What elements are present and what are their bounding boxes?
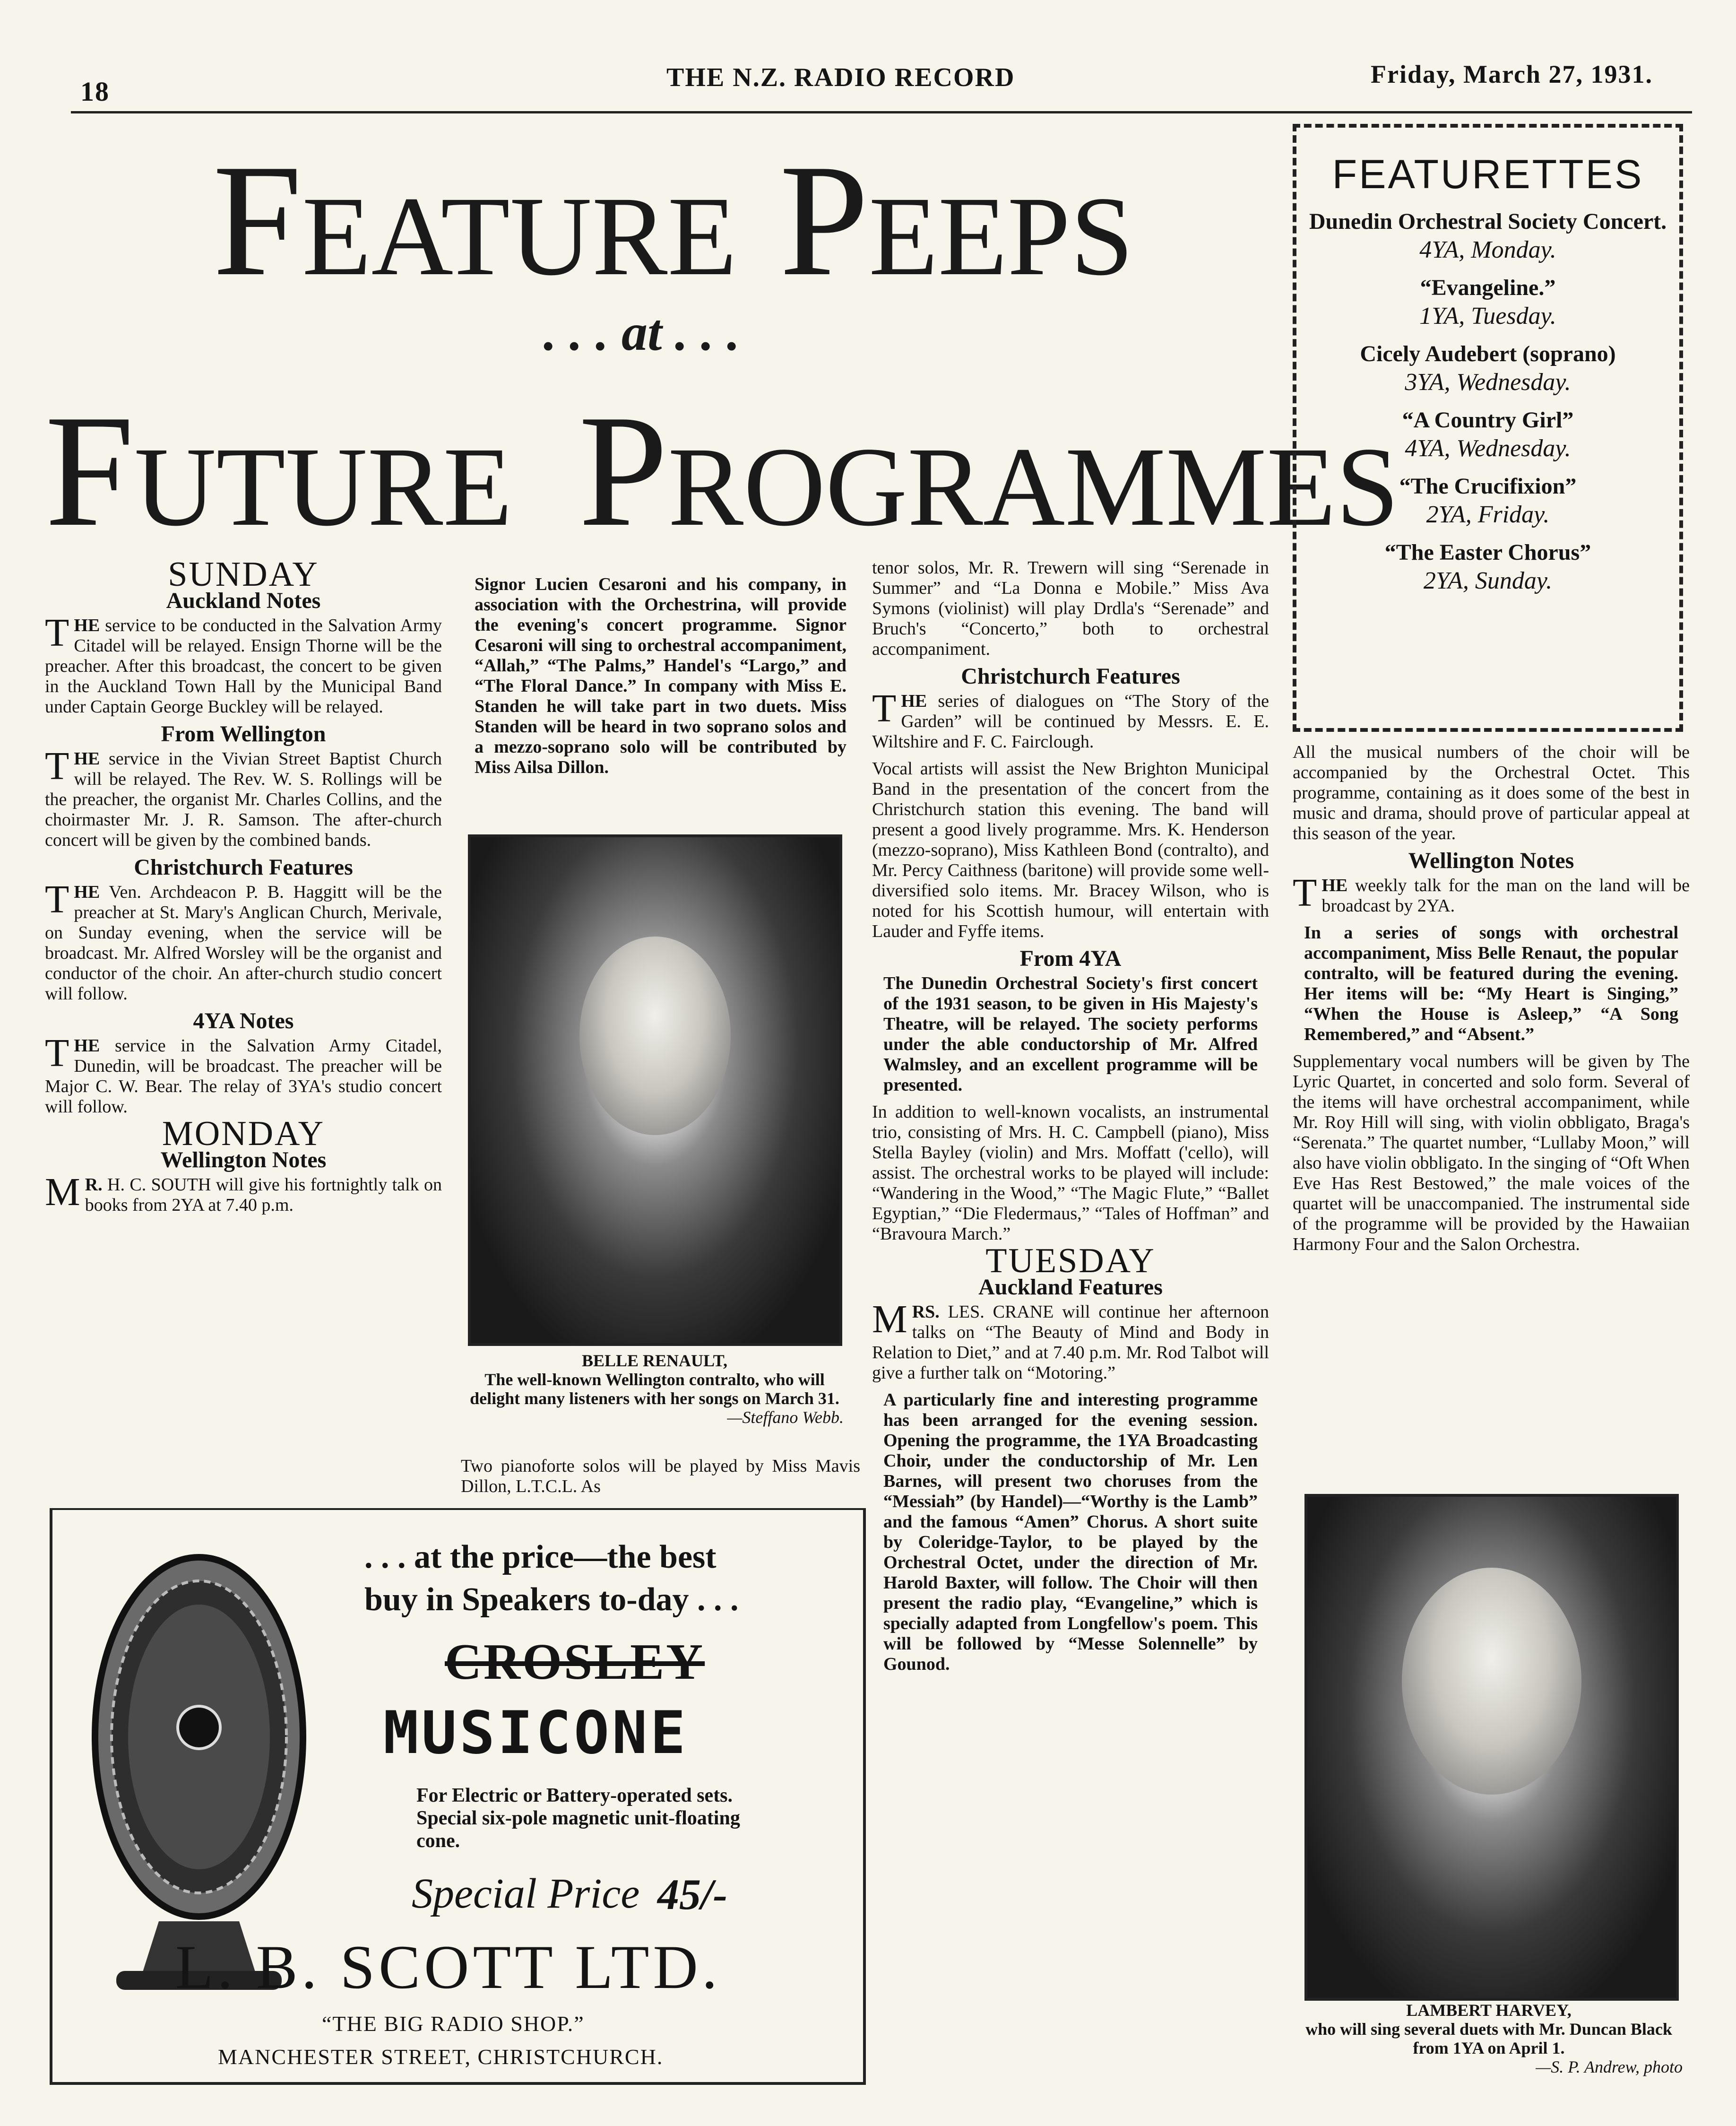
caption-name: BELLE RENAULT, <box>581 1351 728 1370</box>
section-heading: Christchurch Features <box>134 855 353 880</box>
featurettes-title: FEATURETTES <box>1332 152 1644 197</box>
article-paragraph: In addition to well-known vocalists, an instrumental trio, consisting of Mrs. H. C. Campbell (piano), Miss Stella Bayley (violin) and Mrs. Moffatt ('cello), will assist. The orchestral works to be played will include: “Wandering in the Wood,” “The Magic Flute,” “Ballet Egyptian,” “Die Fledermaus,” “Tales of Hoffman” and “Bravoura March.” <box>872 1102 1269 1244</box>
featurettes-box <box>1293 124 1683 732</box>
photo-caption <box>466 1351 844 1427</box>
ad-product: MUSICONE <box>383 1699 689 1767</box>
column-2 <box>463 574 858 784</box>
ad-tagline-1: . . . at the price—the best <box>364 1539 717 1575</box>
article-paragraph: tenor solos, Mr. R. Trewern will sing “Serenade in Summer” and “La Donna e Mobile.” Miss Ava Symons (violinist) will play Drdla's “Serenade” and Bruch's “Concerto,” both to orchestral accompaniment. <box>872 558 1269 659</box>
article-paragraph: THE weekly talk for the man on the land will be broadcast by 2YA. <box>1293 871 1690 916</box>
article-paragraph: THE Ven. Archdeacon P. B. Haggitt will be the preacher at St. Mary's Anglican Church, Merivale, on Sunday evening, when the service will be broadcast. Mr. Alfred Worsley will be the organist and conductor of the choir. An after-church studio concert will follow. <box>45 877 442 1004</box>
article-paragraph: All the musical numbers of the choir will be accompanied by the Orchestral Octet. This programme, containing as it does some of the best in music and drama, should prove of particular appeal at this season of the year. <box>1293 742 1690 843</box>
article-paragraph: M R. H. C. SOUTH will give his fortnightly talk on books from 2YA at 7.40 p.m. <box>45 1170 442 1215</box>
header-rule <box>71 111 1692 113</box>
title-line-2: FUTURE PROGRAMMES <box>45 382 1399 560</box>
caption-credit: —S. P. Andrew, photo <box>1536 2057 1683 2076</box>
featurette-item: Cicely Audebert (soprano) 3YA, Wednesday. <box>1360 341 1616 396</box>
day-heading-sunday: SUNDAY <box>168 555 319 594</box>
featurette-item: Dunedin Orchestral Society Concert. 4YA, Monday. <box>1309 209 1667 263</box>
featurette-item: “Evangeline.” 1YA, Tuesday. <box>1419 275 1556 330</box>
column-3 <box>872 558 1269 1681</box>
article-paragraph: Vocal artists will assist the New Brighton Municipal Band in the presentation of the concert from the Christchurch station this evening. The band will present a good lively programme. Mrs. K. Henderson (mezzo-soprano), Miss Kathleen Bond (contralto), and Mr. Percy Caithness (baritone) will provide some well-diversified solo items. Mr. Bracey Wilson, who is noted for his Scottish humour, will entertain with Lauder and Fyffe items. <box>872 759 1269 941</box>
title-line-1: FEATURE PEEPS <box>213 131 1134 309</box>
day-heading-tuesday: TUESDAY <box>985 1241 1156 1280</box>
section-heading: Auckland Features <box>978 1275 1163 1300</box>
caption-text: The well-known Wellington contralto, who will delight many listeners with her songs on March 31. <box>470 1370 839 1408</box>
column-2-tail <box>461 1456 860 1503</box>
ad-slogan: “THE BIG RADIO SHOP.” <box>322 2012 585 2036</box>
article-paragraph: The Dunedin Orchestral Society's first concert of the 1931 season, to be given in His Majesty's Theatre, will be relayed. The society performs under the able conductorship of Mr. Alfred Walmsley, and an excellent programme will be presented. <box>883 973 1258 1095</box>
ad-tagline-2: buy in Speakers to-day . . . <box>364 1581 739 1618</box>
speaker-center <box>178 1706 220 1749</box>
article-paragraph: Two pianoforte solos will be played by Miss Mavis Dillon, L.T.C.L. As <box>461 1456 860 1496</box>
article-paragraph: Signor Lucien Cesaroni and his company, in association with the Orchestrina, will provide the evening's concert programme. Signor Cesaroni will sing to orchestral accompaniment, “Allah,” “The Palms,” Handel's “Largo,” and “The Floral Dance.” In company with Miss E. Standen he will take part in two duets. Miss Standen will be heard in two soprano solos and a mezzo-soprano solo will be contributed by Miss Ailsa Dillon. <box>475 574 846 777</box>
section-heading: Wellington Notes <box>1408 848 1574 873</box>
article-paragraph: Supplementary vocal numbers will be given by The Lyric Quartet, in concerted and solo form. Several of the items will have orchestral accompaniment, while Mr. Roy Hill will sing, with violin obbligato, Braga's “Serenata.” The quartet number, “Lullaby Moon,” will also have violin obbligato. In the singing of “Oft When Eve Has Rest Bestowed,” the male voices of the quartet will be unaccompanied. The instrumental side of the programme will be provided by the Hawaiian Harmony Four and the Salon Orchestra. <box>1293 1051 1690 1254</box>
caption-text: who will sing several duets with Mr. Duncan Black from 1YA on April 1. <box>1305 2020 1672 2057</box>
photo-caption <box>1295 2001 1683 2076</box>
section-heading: Auckland Notes <box>166 588 321 613</box>
page-number: 18 <box>80 76 110 107</box>
ad-brand: CROSLEY <box>445 1634 705 1690</box>
masthead: THE N.Z. RADIO RECORD <box>666 63 1015 92</box>
section-heading: 4YA Notes <box>193 1008 294 1033</box>
section-heading: Wellington Notes <box>160 1147 327 1172</box>
caption-credit: —Steffano Webb. <box>727 1408 844 1427</box>
ad-description: For Electric or Battery-operated sets. Special six-pole magnetic unit-floating cone. <box>416 1785 740 1852</box>
section-heading: From 4YA <box>1019 946 1122 971</box>
issue-date: Friday, March 27, 1931. <box>1371 60 1653 88</box>
section-heading: From Wellington <box>161 721 326 746</box>
article-paragraph: MRS. LES. CRANE will continue her afternoon talks on “The Beauty of Mind and Body in Relation to Diet,” and at 7.40 p.m. Mr. Rod Talbot will give a further talk on “Motoring.” <box>872 1297 1270 1383</box>
ad-price: 45/- <box>657 1870 728 1918</box>
section-heading: Christchurch Features <box>961 664 1180 689</box>
caption-name: LAMBERT HARVEY, <box>1406 2001 1572 2020</box>
article-paragraph: In a series of songs with orchestral accompaniment, Miss Belle Renaut, the popular contralto, will be featured during the evening. Her items will be: “My Heart is Singing,” “When the House is Asleep,” “A Song Remembered,” and “Absent.” <box>1304 923 1678 1044</box>
article-paragraph: A particularly fine and interesting programme has been arranged for the evening session. Opening the programme, the 1YA Broadcasting Choir, under the conductorship of Mr. Len Barnes, will present two choruses from the “Messiah” (by Handel)—“Worthy is the Lamb” and the famous “Amen” Chorus. A short suite by Coleridge-Taylor, to be played by the Orchestral Octet, under the direction of Mr. Harold Baxter, will follow. The Choir will then present the radio play, “Evangeline,” which is specially adapted from Longfellow's poem. This will be followed by “Messe Solennelle” by Gounod. <box>883 1390 1258 1674</box>
article-paragraph: THE series of dialogues on “The Story of the Garden” will be continued by Messrs. E. E. Wiltshire and F. C. Fairclough. <box>872 686 1269 752</box>
featurette-item: “The Crucifixion” 2YA, Friday. <box>1399 474 1577 528</box>
column-1 <box>45 555 442 1222</box>
article-paragraph: THE service to be conducted in the Salvation Army Citadel will be relayed. Ensign Thorne will be the preacher. After this broadcast, the concert to be given in the Auckland Town Hall by the Municipal Band under Captain George Buckley will be relayed. <box>45 611 442 717</box>
ad-company: L. B. SCOTT LTD. <box>175 1932 721 2002</box>
article-paragraph: THE service in the Salvation Army Citadel, Dunedin, will be broadcast. The preacher will be Major C. W. Bear. The relay of 3YA's studio concert will follow. <box>45 1031 442 1117</box>
crosley-advertisement <box>50 1508 866 2085</box>
article-paragraph: THE service in the Vivian Street Baptist Church will be relayed. The Rev. W. S. Rollings will be the preacher, the organist Mr. Charles Collins, and the choirmaster Mr. J. R. Samson. The after-church concert will be given by the combined bands. <box>45 744 442 850</box>
title-at: . . . at . . . <box>544 304 740 361</box>
portrait-face <box>579 937 731 1135</box>
day-heading-monday: MONDAY <box>162 1114 325 1153</box>
portrait-face <box>1402 1568 1581 1795</box>
ad-price-label: Special Price <box>412 1870 640 1917</box>
column-4 <box>1293 742 1690 1261</box>
belle-renault-photo <box>468 834 842 1346</box>
lambert-harvey-photo <box>1304 1494 1679 2001</box>
ad-address: MANCHESTER STREET, CHRISTCHURCH. <box>218 2045 664 2069</box>
featurette-item: “The Easter Chorus” 2YA, Sunday. <box>1384 540 1591 594</box>
featurette-item: “A Country Girl” 4YA, Wednesday. <box>1402 408 1574 462</box>
